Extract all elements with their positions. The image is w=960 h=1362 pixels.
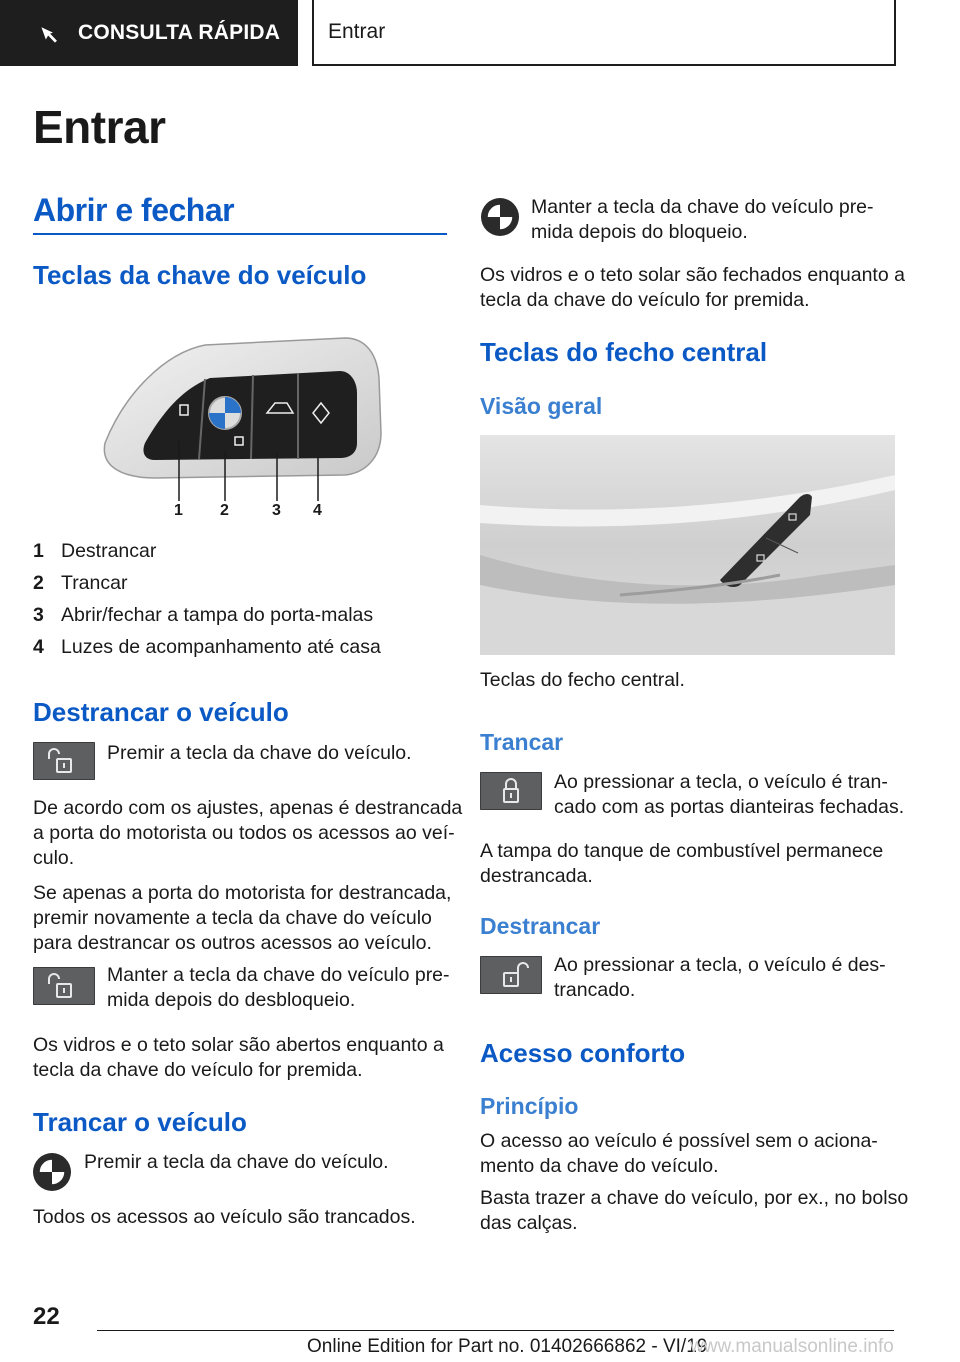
text-line: mida depois do bloqueio. bbox=[531, 221, 748, 243]
fig-label-3: 3 bbox=[272, 502, 281, 519]
text-line: tecla da chave do veículo for premida. bbox=[480, 289, 810, 311]
text-line: culo. bbox=[33, 847, 75, 869]
section-tab[interactable] bbox=[312, 0, 896, 66]
heading-unlock-vehicle: Destrancar o veículo bbox=[33, 697, 289, 727]
key-fob-illustration bbox=[95, 333, 385, 523]
header-bar bbox=[0, 0, 896, 66]
unlock-step-1: Premir a tecla da chave do veículo. bbox=[107, 742, 412, 764]
fig-label-2: 2 bbox=[220, 502, 229, 519]
text-line: mento da chave do veículo. bbox=[480, 1155, 719, 1177]
page-number: 22 bbox=[33, 1303, 60, 1330]
key-legend bbox=[33, 535, 381, 663]
unlock-icon bbox=[33, 967, 95, 1005]
quick-reference-label: CONSULTA RÁPIDA bbox=[78, 21, 281, 44]
lock-paragraph: Todos os acessos ao veículo são trancados. bbox=[33, 1206, 416, 1228]
legend-text: Abrir/fechar a tampa do porta-malas bbox=[61, 604, 374, 626]
text-line: Basta trazer a chave do veículo, por ex., no bolso bbox=[480, 1187, 909, 1209]
bmw-key-button-icon bbox=[480, 197, 520, 237]
footer-edition: Online Edition for Part no. 01402666862 - VI/19 bbox=[307, 1336, 708, 1357]
figure-caption: Teclas do fecho central. bbox=[480, 669, 685, 691]
section-tab-label: Entrar bbox=[328, 20, 386, 43]
paragraph bbox=[107, 963, 450, 1013]
quick-reference-tab[interactable] bbox=[0, 0, 298, 66]
heading-central-locking: Teclas do fecho central bbox=[480, 337, 768, 367]
text-line: Ao pressionar a tecla, o veículo é des- bbox=[554, 954, 886, 976]
legend-text: Luzes de acompanhamento até casa bbox=[61, 636, 381, 658]
heading-lock: Trancar bbox=[480, 729, 564, 755]
legend-text: Destrancar bbox=[61, 540, 157, 562]
central-locking-photo bbox=[480, 435, 895, 655]
text-line: tecla da chave do veículo for premida. bbox=[33, 1059, 363, 1081]
unlock-icon bbox=[33, 742, 95, 780]
heading-rule bbox=[33, 233, 447, 235]
text-line: Os vidros e o teto solar são fechados enquanto a bbox=[480, 264, 905, 286]
heading-unlock: Destrancar bbox=[480, 913, 601, 939]
legend-item bbox=[33, 631, 381, 663]
legend-number: 4 bbox=[33, 636, 44, 658]
bmw-key-button-icon bbox=[32, 1152, 72, 1192]
heading-overview: Visão geral bbox=[480, 393, 603, 419]
text-line: O acesso ao veículo é possível sem o aciona- bbox=[480, 1130, 878, 1152]
paragraph bbox=[480, 1129, 878, 1179]
text-line: cado com as portas dianteiras fechadas. bbox=[554, 796, 905, 818]
unlock-button-symbol bbox=[33, 967, 95, 1005]
unlock-button-symbol bbox=[33, 742, 95, 780]
heading-lock-vehicle: Trancar o veículo bbox=[33, 1107, 247, 1137]
text-line: a porta do motorista ou todos os acessos ao veí- bbox=[33, 822, 455, 844]
text-line: Ao pressionar a tecla, o veículo é tran- bbox=[554, 771, 888, 793]
paragraph bbox=[480, 1186, 908, 1236]
heading-key-buttons: Teclas da chave do veículo bbox=[33, 260, 367, 290]
text-line: Os vidros e o teto solar são abertos enquanto a bbox=[33, 1034, 444, 1056]
text-line: trancado. bbox=[554, 979, 636, 1001]
unlock-button-symbol bbox=[480, 956, 542, 994]
unlock-icon bbox=[480, 956, 542, 994]
paragraph bbox=[33, 881, 451, 956]
heading-principle: Princípio bbox=[480, 1093, 579, 1119]
heading-comfort-access: Acesso conforto bbox=[480, 1038, 686, 1068]
lock-icon bbox=[480, 772, 542, 810]
legend-text: Trancar bbox=[61, 572, 128, 594]
lock-step-1: Premir a tecla da chave do veículo. bbox=[84, 1151, 389, 1173]
paragraph bbox=[554, 953, 886, 1003]
paragraph bbox=[33, 1033, 444, 1083]
text-line: premir novamente a tecla da chave do veículo bbox=[33, 907, 432, 929]
section-heading-open-close: Abrir e fechar bbox=[33, 192, 235, 228]
paragraph bbox=[531, 195, 874, 245]
paragraph bbox=[33, 796, 462, 871]
legend-item bbox=[33, 535, 381, 567]
paragraph bbox=[554, 770, 904, 820]
fig-label-1: 1 bbox=[174, 502, 183, 519]
legend-item bbox=[33, 599, 381, 631]
page-title: Entrar bbox=[33, 101, 166, 153]
legend-number: 3 bbox=[33, 604, 44, 626]
text-line: De acordo com os ajustes, apenas é destrancada bbox=[33, 797, 463, 819]
footer-rule bbox=[97, 1330, 894, 1331]
legend-number: 2 bbox=[33, 572, 44, 594]
text-line: das calças. bbox=[480, 1212, 578, 1234]
watermark: www.manualsonline.info bbox=[690, 1336, 894, 1357]
paragraph bbox=[480, 839, 883, 889]
text-line: A tampa do tanque de combustível permanece bbox=[480, 840, 884, 862]
fig-label-4: 4 bbox=[313, 502, 322, 519]
text-line: Manter a tecla da chave do veículo pre- bbox=[107, 964, 450, 986]
text-line: destrancada. bbox=[480, 865, 593, 887]
pointer-hand-icon bbox=[40, 21, 64, 45]
text-line: Se apenas a porta do motorista for destrancada, bbox=[33, 882, 452, 904]
text-line: para destrancar os outros acessos ao veículo. bbox=[33, 932, 432, 954]
text-line: mida depois do desbloqueio. bbox=[107, 989, 356, 1011]
lock-button-symbol bbox=[480, 772, 542, 810]
legend-number: 1 bbox=[33, 540, 44, 562]
paragraph bbox=[480, 263, 905, 313]
text-line: Manter a tecla da chave do veículo pre- bbox=[531, 196, 874, 218]
legend-item bbox=[33, 567, 381, 599]
